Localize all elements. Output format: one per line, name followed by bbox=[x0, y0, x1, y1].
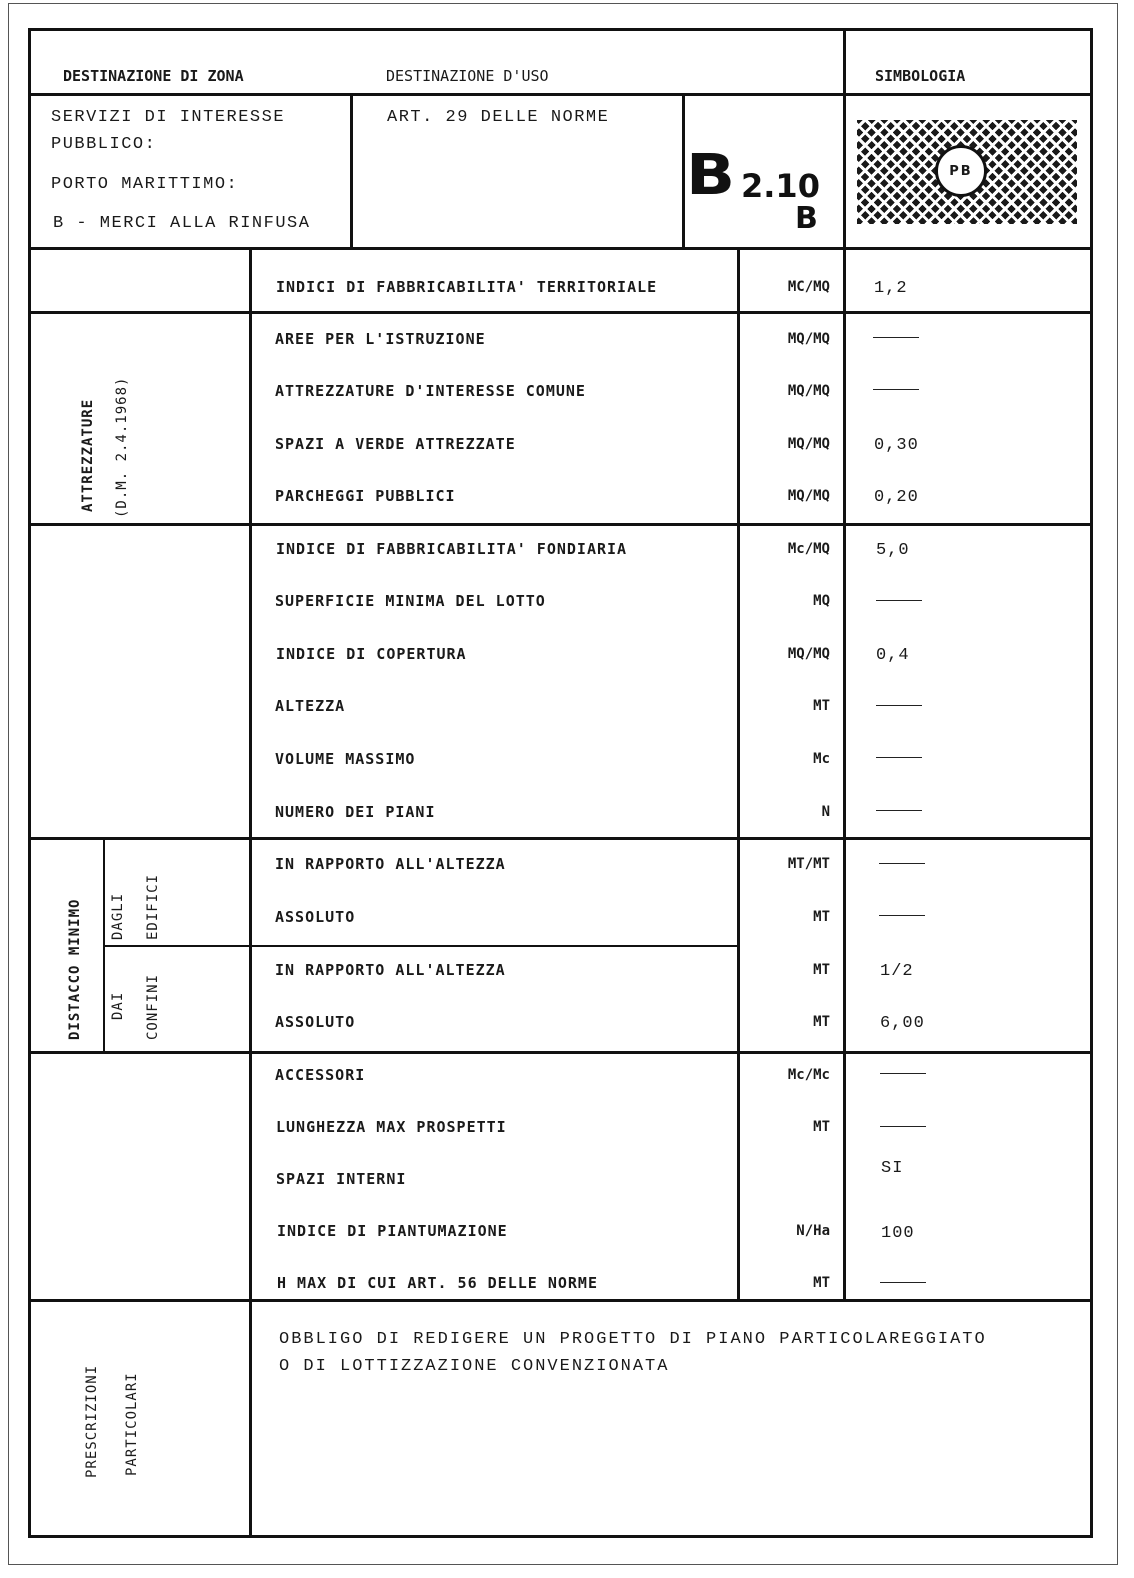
zone-line-3: PORTO MARITTIMO: bbox=[51, 175, 239, 194]
use-text: ART. 29 DELLE NORME bbox=[387, 108, 610, 127]
attrezzature-row-label: PARCHEGGI PUBBLICI bbox=[275, 487, 456, 505]
confini-label-2: CONFINI bbox=[145, 973, 161, 1040]
altri-row-value: 100 bbox=[881, 1224, 915, 1243]
altri-row-value: SI bbox=[881, 1159, 904, 1178]
attrezzature-row-unit: MQ/MQ bbox=[787, 383, 830, 399]
distacco-row-value: 1/2 bbox=[880, 962, 914, 981]
symbol-header: SIMBOLOGIA bbox=[875, 67, 966, 85]
fondiaria-row-unit: MQ bbox=[813, 593, 830, 609]
altri-row-unit: MT bbox=[813, 1119, 830, 1135]
rule-fondiaria-bottom bbox=[28, 837, 1093, 840]
altri-row-label: SPAZI INTERNI bbox=[276, 1170, 407, 1188]
altri-row-label: ACCESSORI bbox=[275, 1066, 366, 1084]
attrezzature-row-unit: MQ/MQ bbox=[787, 331, 830, 347]
rule-col-zone bbox=[350, 93, 353, 248]
altri-row-unit: N/Ha bbox=[796, 1223, 830, 1239]
fondiaria-row-label: INDICE DI COPERTURA bbox=[276, 645, 467, 663]
altri-row-unit: MT bbox=[813, 1275, 830, 1291]
territoriale-label: INDICI DI FABBRICABILITA' TERRITORIALE bbox=[276, 278, 658, 296]
fondiaria-row-label: NUMERO DEI PIANI bbox=[275, 803, 436, 821]
prescrizioni-label-1: PRESCRIZIONI bbox=[84, 1364, 100, 1478]
fondiaria-row-label: SUPERFICIE MINIMA DEL LOTTO bbox=[275, 592, 546, 610]
distacco-row-label: ASSOLUTO bbox=[275, 908, 356, 926]
empty-value-dash bbox=[873, 389, 919, 390]
fondiaria-row-unit: N bbox=[821, 804, 830, 820]
zone-line-4: B - MERCI ALLA RINFUSA bbox=[53, 214, 311, 233]
distacco-row-label: IN RAPPORTO ALL'ALTEZZA bbox=[275, 961, 506, 979]
empty-value-dash bbox=[876, 810, 922, 811]
rule-altri-bottom bbox=[28, 1299, 1093, 1302]
distacco-row-unit: MT bbox=[813, 962, 830, 978]
empty-value-dash bbox=[880, 1282, 926, 1283]
confini-label-1: DAI bbox=[110, 991, 126, 1020]
rule-col-label bbox=[249, 247, 252, 1538]
attrezzature-row-unit: MQ/MQ bbox=[787, 488, 830, 504]
attrezzature-row-label: AREE PER L'ISTRUZIONE bbox=[275, 330, 486, 348]
fondiaria-row-unit: MT bbox=[813, 698, 830, 714]
distacco-group-label: DISTACCO MINIMO bbox=[67, 898, 83, 1040]
attrezzature-row-value: 0,30 bbox=[874, 436, 919, 455]
zone-line-2: PUBBLICO: bbox=[51, 135, 157, 154]
attrezzature-row-unit: MQ/MQ bbox=[787, 436, 830, 452]
empty-value-dash bbox=[880, 1073, 926, 1074]
rule-col-symbol bbox=[843, 28, 846, 1301]
attrezzature-group-label: ATTREZZATURE bbox=[80, 398, 96, 512]
empty-value-dash bbox=[879, 863, 925, 864]
distacco-row-unit: MT/MT bbox=[787, 856, 830, 872]
empty-value-dash bbox=[876, 705, 922, 706]
prescrizioni-line-1: OBBLIGO DI REDIGERE UN PROGETTO DI PIANO PARTICOLAREGGIATO bbox=[279, 1330, 987, 1349]
form-frame bbox=[28, 28, 1093, 1538]
altri-row-label: H MAX DI CUI ART. 56 DELLE NORME bbox=[277, 1274, 598, 1292]
edifici-label-1: DAGLI bbox=[110, 892, 126, 940]
rule-distacco-split bbox=[103, 945, 251, 947]
rule-territoriale-bottom bbox=[28, 311, 1093, 314]
attrezzature-row-label: ATTREZZATURE D'INTERESSE COMUNE bbox=[275, 382, 586, 400]
attrezzature-row-value: 0,20 bbox=[874, 488, 919, 507]
zone-code-sub: 2.10 bbox=[741, 167, 820, 205]
fondiaria-row-label: VOLUME MASSIMO bbox=[275, 750, 416, 768]
empty-value-dash bbox=[876, 600, 922, 601]
rule-attrezzature-bottom bbox=[28, 523, 1093, 526]
use-header: DESTINAZIONE D'USO bbox=[386, 67, 549, 85]
fondiaria-row-unit: Mc bbox=[813, 751, 830, 767]
prescrizioni-line-2: O DI LOTTIZZAZIONE CONVENZIONATA bbox=[279, 1357, 670, 1376]
edifici-label-2: EDIFICI bbox=[145, 873, 161, 940]
prescrizioni-label-2: PARTICOLARI bbox=[124, 1372, 140, 1476]
rule-col-unit bbox=[737, 247, 740, 1301]
empty-value-dash bbox=[873, 337, 919, 338]
distacco-row-label: IN RAPPORTO ALL'ALTEZZA bbox=[275, 855, 506, 873]
territoriale-unit: MC/MQ bbox=[787, 279, 830, 295]
attrezzature-group-sublabel: (D.M. 2.4.1968) bbox=[114, 376, 130, 518]
fondiaria-row-label: INDICE DI FABBRICABILITA' FONDIARIA bbox=[276, 540, 628, 558]
altri-row-unit: Mc/Mc bbox=[787, 1067, 830, 1083]
distacco-row-unit: MT bbox=[813, 1014, 830, 1030]
empty-value-dash bbox=[880, 1126, 926, 1127]
fondiaria-row-unit: MQ/MQ bbox=[787, 646, 830, 662]
fondiaria-row-value: 5,0 bbox=[876, 541, 910, 560]
rule-col-code bbox=[682, 93, 685, 248]
distacco-row-unit: MT bbox=[813, 909, 830, 925]
empty-value-dash bbox=[876, 757, 922, 758]
rule-distacco-bottom bbox=[28, 1051, 1093, 1054]
rule-header-bottom bbox=[28, 93, 1093, 96]
territoriale-value: 1,2 bbox=[874, 279, 908, 298]
altri-row-label: LUNGHEZZA MAX PROSPETTI bbox=[276, 1118, 507, 1136]
fondiaria-row-label: ALTEZZA bbox=[275, 697, 346, 715]
zone-code-bottom: B bbox=[795, 201, 818, 236]
zone-header: DESTINAZIONE DI ZONA bbox=[63, 67, 244, 85]
attrezzature-row-label: SPAZI A VERDE ATTREZZATE bbox=[275, 435, 516, 453]
rule-zone-bottom bbox=[28, 247, 1093, 250]
symbol-pb-badge: PB bbox=[935, 145, 987, 197]
fondiaria-row-value: 0,4 bbox=[876, 646, 910, 665]
fondiaria-row-unit: Mc/MQ bbox=[787, 541, 830, 557]
zone-code-main: B bbox=[686, 143, 736, 208]
distacco-row-value: 6,00 bbox=[880, 1014, 925, 1033]
empty-value-dash bbox=[879, 915, 925, 916]
zone-line-1: SERVIZI DI INTERESSE bbox=[51, 108, 286, 127]
altri-row-label: INDICE DI PIANTUMAZIONE bbox=[277, 1222, 508, 1240]
distacco-row-label: ASSOLUTO bbox=[275, 1013, 356, 1031]
